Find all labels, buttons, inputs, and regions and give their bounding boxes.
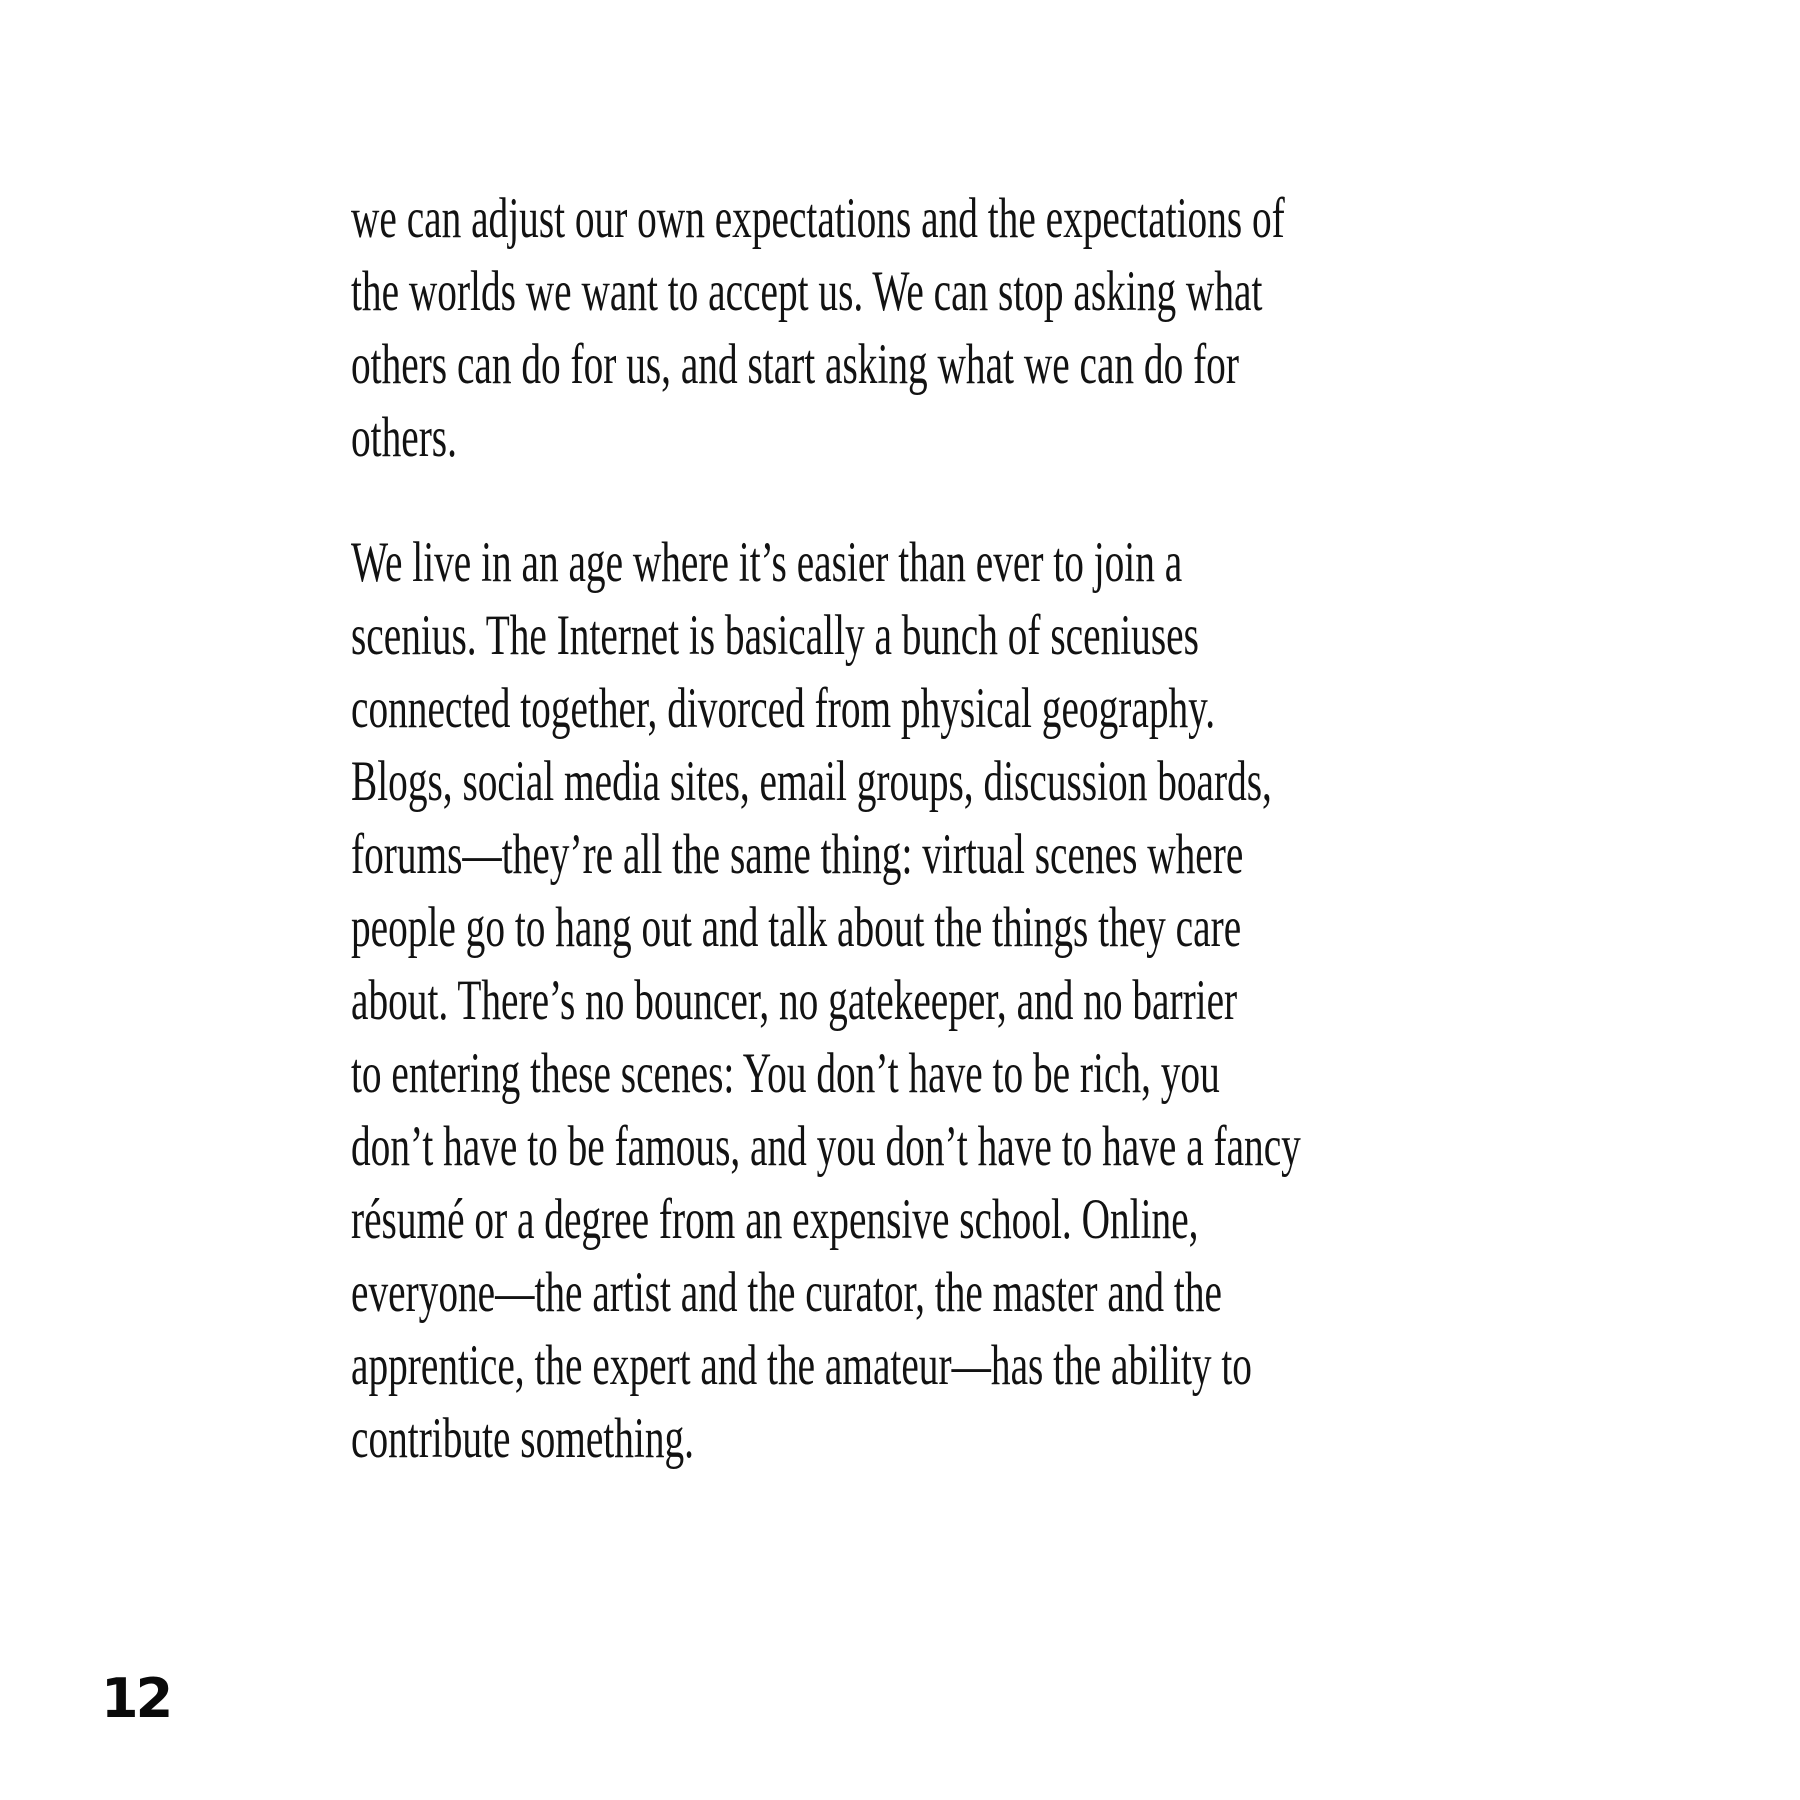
page-text [351,182,1301,1475]
text-line: to entering these scenes: You don’t have to be rich, you [351,1042,1220,1105]
text-line: others. [351,406,457,469]
text-line: the worlds we want to accept us. We can stop asking what [351,260,1263,323]
text-line: we can adjust our own expectations and the expectations of [351,187,1285,250]
text-line: scenius. The Internet is basically a bunch of sceniuses [351,604,1199,667]
paragraph [351,182,1301,474]
text-line: others can do for us, and start asking what we can do for [351,333,1239,396]
text-line: contribute something. [351,1407,694,1470]
page-number: 12 [101,1667,171,1730]
text-line: don’t have to be famous, and you don’t have to have a fancy [351,1115,1301,1178]
text-line: about. There’s no bouncer, no gatekeeper, and no barrier [351,969,1238,1032]
text-line: apprentice, the expert and the amateur—has the ability to [351,1334,1252,1397]
text-line: people go to hang out and talk about the things they care [351,896,1242,959]
paragraph [351,526,1301,1475]
text-line: connected together, divorced from physical geography. [351,677,1216,740]
text-line: forums—they’re all the same thing: virtual scenes where [351,823,1244,886]
text-line: We live in an age where it’s easier than ever to join a [351,531,1183,594]
text-line: Blogs, social media sites, email groups, discussion boards, [351,750,1272,813]
text-line: everyone—the artist and the curator, the master and the [351,1261,1222,1324]
text-line: résumé or a degree from an expensive school. Online, [351,1188,1199,1251]
